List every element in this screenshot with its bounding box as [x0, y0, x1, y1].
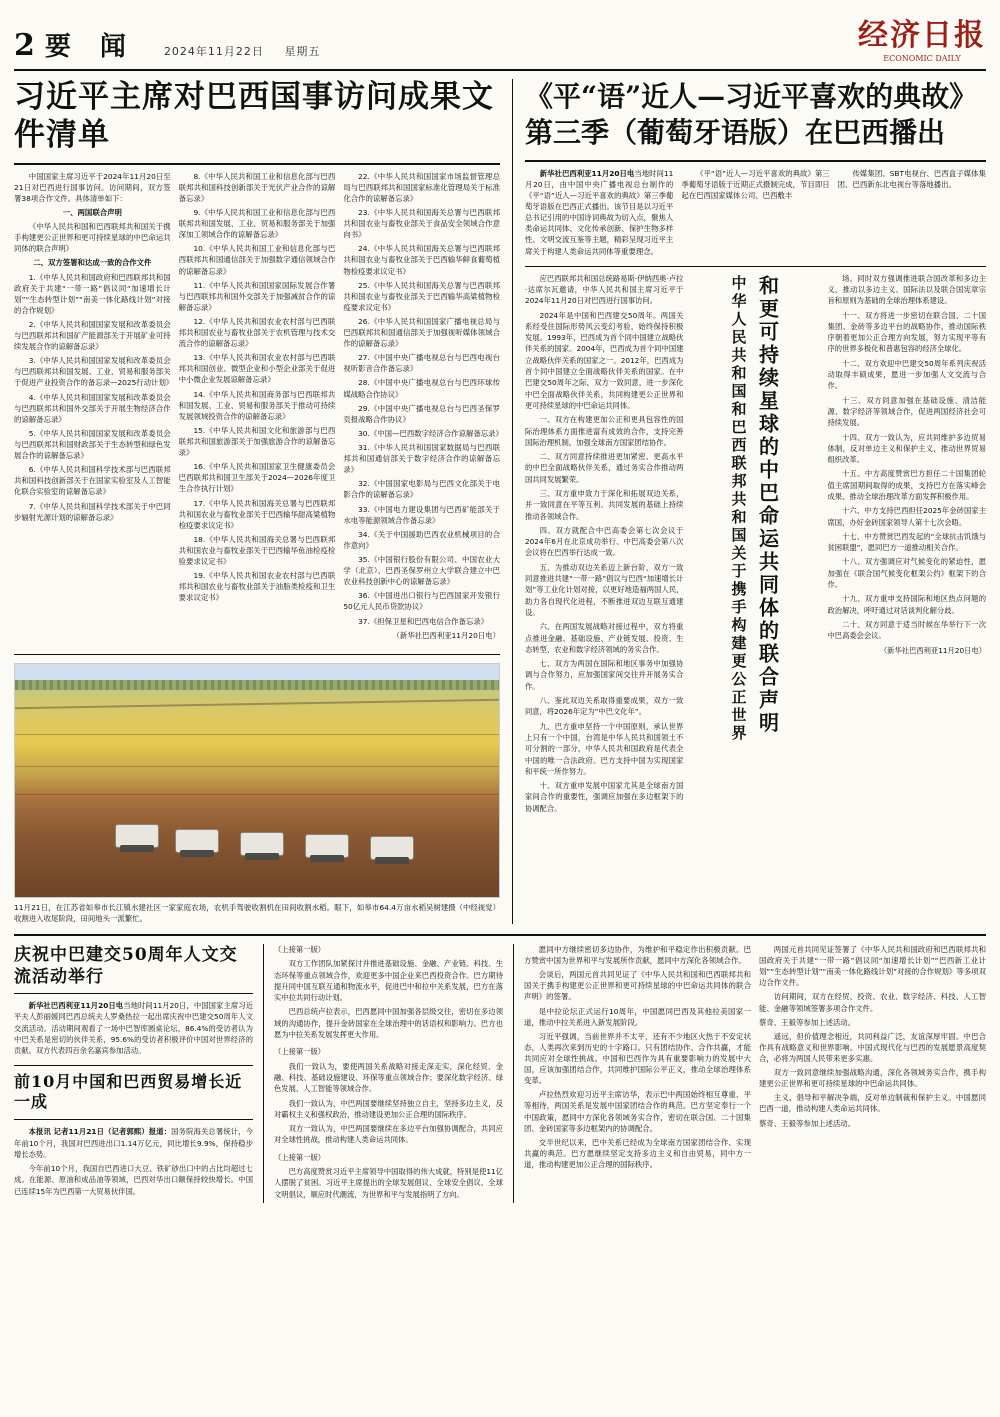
vertical-title-sub: 中华人民共和国和巴西联邦共和国关于携手构建更公正世界 — [729, 274, 748, 743]
list-item: 3.《中华人民共和国国家发展和改革委员会与巴西联邦共和国发展、工业、贸易和服务部关于促进产业投资合作的备忘录—2025行动计划》 — [14, 356, 174, 388]
list-item: 26.《中华人民共和国国家广播电视总局与巴西联邦共和国通信部关于加强视听媒体领域合作的谅解备忘录》 — [343, 316, 500, 349]
statement-paragraph: 三、双方重申致力于深化和拓展双边关系，并一致同意在平等互利、共同发展的基础上持续推动各领域合作。 — [524, 489, 684, 521]
left-section-2-title: 二、双方签署和达成一致的合作文件 — [33, 258, 152, 268]
lower-right-article — [514, 944, 986, 1203]
list-item: 31.《中华人民共和国国家数据局与巴西联邦共和国通信部关于数字经济合作的谅解备忘录》 — [343, 443, 500, 475]
list-item: 15.《中华人民共和国文化和旅游部与巴西联邦共和国旅游部关于加强旅游合作的谅解备忘录》 — [178, 425, 336, 458]
list-item: 1.《中华人民共和国政府和巴西联邦共和国政府关于共建“一带一路”倡议同“加速增长计划”“生态转型计划”“南美一体化路线计划”对接的合作规划》 — [14, 272, 171, 315]
lower-mid-paragraph: 我们一致认为，要使两国关系战略对接走深走实，深化经贸、金融、科技、基础设施建设、环保等重点领域合作；要深化数字经济、绿色发展、人工智能等领域合作。 — [274, 1061, 503, 1094]
date-text: 2024年11月22日 — [163, 45, 264, 58]
continuation-note: （上接第一版） — [274, 1047, 326, 1057]
statement-paragraph: 十、双方重申发展中国家尤其是全球南方国家间合作的重要性，强调应加强在多边框架下的协调配合。 — [524, 781, 684, 813]
statement-paragraph: 2024年是中国和巴西建交50周年。两国关系经受住国际形势风云变幻考验，始终保持积极发展。1993年，巴西成为首个同中国建立战略伙伴关系的国家。2004年，巴西成为首个同中国建立战略伙伴关系的国家之一。2012年，巴西成为首个同中国建立全面战略伙伴关系的国家。在中巴建交50周年之际，双方一致同意，进一步深化中巴全面战略伙伴关系，共同构建更公正世界和更可持续星球的中巴命运共同体。 — [524, 310, 684, 410]
statement-paragraph: 八、鉴此双边关系取得重要成果，双方一致同意，将2026年定为“中巴文化年”。 — [524, 696, 684, 717]
list-item: 27.《中国中央广播电视总台与巴西电视台视听影音合作备忘录》 — [343, 353, 500, 374]
statement-paragraph: 十二、双方欢迎中巴建交50周年系列庆祝活动取得丰硕成果，愿进一步加强人文交流与合作。 — [827, 358, 986, 391]
statement-paragraph: 十五、中方高度赞赏巴方担任二十国集团轮值主席国期间取得的成果，支持巴方在落实峰会成果、推动全球治理改革方面发挥积极作用。 — [827, 469, 986, 501]
lower-mid-article — [264, 944, 514, 1203]
left-intro: 中国国家主席习近平于2024年11月20日至21日对巴西进行国事访问。访问期间，双方签署38项合作文件。具体清单如下： — [14, 171, 171, 203]
list-item: 4.《中华人民共和国国家发展和改革委员会与巴西联邦共和国外交部关于开展生物经济合作的谅解备忘录》 — [14, 392, 171, 424]
right-intro-columns — [525, 168, 986, 260]
list-item: 35.《中国银行股份有限公司、中国农业大学（北京）、巴西圣保罗州立大学联合建立中巴农业科技创新中心的谅解备忘录》 — [343, 555, 500, 587]
right-intro-col-3 — [838, 168, 986, 260]
left-headline: 习近平主席对巴西国事访问成果文件清单 — [14, 79, 500, 165]
lower-right-paragraph: 两国元首共同见证签署了《中华人民共和国政府和巴西联邦共和国政府关于共建“一带一路”倡议同“加速增长计划”“巴西新工业计划”“生态转型计划”“南美一体化路线计划”对接的合作规划》等多项双边合作文件。 — [759, 945, 986, 988]
field-line — [15, 794, 499, 795]
statement-col-b — [827, 273, 986, 817]
statement-paragraph: 六、在两国发展战略对接过程中，双方将重点推进金融、基础设施、产业链发展、投资、生态转型、农业和数字经济领域的务实合作。 — [524, 622, 684, 654]
lower-right-columns — [524, 944, 986, 1173]
photo-caption-text: 11月21日，在江苏省如皋市长江镇水建社区一家家庭农场，农机手驾驶收割机在田间收割水稻。眼下，如皋市64.4万亩水稻收割进入收尾阶段，田间地头一派繁忙。 — [14, 902, 427, 923]
lower-left-dateline: 新华社巴西利亚11月20日电 — [28, 1001, 124, 1011]
field-line — [15, 734, 499, 735]
list-item: 22.《中华人民共和国国家市场监督管理总局与巴西联邦共和国国家标准化管理局关于标准化合作的谅解备忘录》 — [343, 171, 500, 203]
field-line — [15, 766, 499, 767]
statement-paragraph: 一、双方在构建更加公正和更具包容性的国际治理体系方面推进富有成效的合作，支持完善国际治理机制，加强全球南方国家团结协作。 — [524, 415, 684, 447]
lower-right-paragraph: 遥远，但价值理念相近，共同利益广泛，友谊深厚牢固。中巴合作具有战略意义和世界影响。中国式现代化与巴西的发展愿景高度契合，必将为两国人民带来更多实惠。 — [759, 1031, 986, 1063]
list-item: 33.《中国电力建设集团与巴西矿能部关于水电等能源领域合作备忘录》 — [343, 504, 500, 525]
statement-paragraph: 十八、双方强调应对气候变化的紧迫性，愿加强在《联合国气候变化框架公约》框架下的合作。 — [827, 557, 986, 590]
list-item: 23.《中华人民共和国海关总署与巴西联邦共和国农业与畜牧业部关于食品安全领域合作意向书》 — [343, 207, 500, 240]
right-intro-text-3: 《平“语”近人—习近平喜欢的典故》第三季葡萄牙语版于近期正式摄制完成，节目即日起在巴西国家媒体公司、巴西敷丰 — [681, 168, 830, 200]
left-body-columns — [14, 171, 503, 644]
right-article — [513, 79, 986, 924]
list-item: 2.《中华人民共和国国家发展和改革委员会与巴西联邦共和国矿产能源部关于开展矿业可持续发展合作的谅解备忘录》 — [14, 319, 171, 352]
joint-statement-block — [525, 273, 986, 817]
statement-paragraph: 十六、中方支持巴西担任2025年金砖国家主席国，办好金砖国家领导人第十七次会晤。 — [827, 506, 986, 527]
list-item: 7.《中华人民共和国科学技术部关于中巴同步辐射光源计划的谅解备忘录》 — [14, 501, 171, 522]
top-area — [14, 79, 986, 924]
statement-source: （新华社巴西利亚11月20日电） — [879, 645, 986, 655]
statement-paragraph: 五、为推动双边关系迈上新台阶，双方一致同意推进共建“一带一路”倡议与巴西“加速增长计划”等工业化计划对接，以更好地造福两国人民，助力各自现代化进程，不断推进双边互联互通建设。 — [524, 562, 684, 617]
photo-credit: 吴树建摄（中经视觉） — [426, 902, 500, 912]
lower-left-body-2 — [14, 1126, 253, 1197]
list-item: 11.《中华人民共和国国家国际发展合作署与巴西联邦共和国外交部关于加强减贫合作的谅解备忘录》 — [178, 280, 336, 312]
page-number: 2 — [14, 28, 35, 63]
statement-paragraph: 九、巴方重申坚持一个中国原则，承认世界上只有一个中国，台湾是中华人民共和国领土不可分割的一部分，中华人民共和国政府是代表全中国的唯一合法政府。巴方支持中国为实现国家和平统一所作努力。 — [524, 721, 684, 776]
right-intro-col-2 — [681, 168, 829, 260]
statement-paragraph: 七、双方为两国在国际和地区事务中加强协调与合作努力，应加强国家间交往并开展务实合作。 — [524, 659, 684, 691]
lower-section — [14, 934, 986, 1203]
harvester-icon — [370, 836, 414, 860]
harvester-icon — [115, 824, 159, 848]
statement-paragraph: 十一、双方将进一步密切在联合国、二十国集团、金砖等多边平台的战略协作，推动国际秩序朝着更加公正合理方向发展，努力实现平等有序的世界多极化和普惠包容的经济全球化。 — [827, 310, 986, 354]
lower-mid-paragraph: 双方一致认为，中巴两国要继续在多边平台加强协调配合，共同应对全球性挑战，推动构建人类命运共同体。 — [274, 1124, 503, 1145]
lower-right-paragraph: 卢拉热烈欢迎习近平主席访华，表示巴中两国始终相互尊重、平等相待，两国关系是发展中国家团结合作的典范。巴方坚定奉行一个中国政策，愿同中方深化各领域务实合作，密切在联合国、二十国集团、金砖国家等多边框架内的协调配合。 — [524, 1090, 751, 1133]
left-article — [14, 79, 513, 924]
left-col-2 — [179, 171, 336, 644]
lower-right-paragraph: 交半世纪以来，巴中关系已经成为全球南方国家团结合作、实现共赢的典范。巴方愿继续坚定支持多边主义和自由贸易，同中方一道，推动构建更加公正合理的国际秩序。 — [524, 1137, 751, 1169]
list-item: 5.《中华人民共和国国家发展和改革委员会与巴西联邦共和国财政部关于生态转型和绿色发展合作的谅解备忘录》 — [14, 428, 171, 461]
lower-mid-paragraph: 我们一致认为，中巴两国要继续坚持独立自主，坚持多边主义，反对霸权主义和强权政治，推动建设更加公正合理的国际秩序。 — [274, 1098, 503, 1119]
lower-mid-body — [274, 944, 503, 1200]
masthead — [14, 10, 986, 71]
statement-paragraph: 十三、双方同意加强在基础设施、清洁能源、数字经济等领域合作，促进两国经济社会可持续发展。 — [827, 395, 986, 428]
continuation-note: （上接第一版） — [274, 945, 326, 954]
list-item: 9.《中华人民共和国工业和信息化部与巴西联邦共和国发展、工业、贸易和服务部关于加强深加工领域合作的谅解备忘录》 — [178, 207, 336, 240]
list-item: 8.《中华人民共和国工业和信息化部与巴西联邦共和国科技创新部关于光伏产业合作的谅解备忘录》 — [178, 171, 336, 203]
list-item: 13.《中华人民共和国农业农村部与巴西联邦共和国创业、微型企业和小型企业部关于促进中小微企业发展谅解备忘录》 — [178, 353, 336, 385]
lower-mid-paragraph: 双方工作团队加紧探讨并推进基础设施、金融、产业链、科技、生态环保等重点领域合作，欢迎更多中国企业来巴西投资合作。巴方期待提升同中国互联互通和物流水平，促进巴中和拉中关系发展，巴方在落实中拉共同行动计划。 — [274, 959, 503, 1003]
lower-right-col-2 — [759, 944, 986, 1173]
statement-paragraph: 应巴西联邦共和国总统路易斯·伊纳西奥·卢拉·达席尔瓦邀请，中华人民共和国主席习近平于2024年11月20日对巴西进行国事访问。 — [524, 273, 684, 306]
statement-paragraph: 四、双方就配合中巴高委会第七次会议于2024年6月在北京成功举行、中巴高委会第八次会议将在巴西举行达成一致。 — [524, 525, 684, 558]
masthead-date — [164, 43, 337, 59]
list-item: 16.《中华人民共和国国家卫生健康委员会巴西联邦共和国卫生部关于2024—2026年度卫生合作执行计划》 — [178, 462, 336, 494]
paper-logo — [858, 10, 986, 63]
lower-right-paragraph: 会谈后，两国元首共同见证了《中华人民共和国和巴西联邦共和国关于携手构建更公正世界和更可持续星球的中巴命运共同体的联合声明》的签署。 — [524, 970, 751, 1002]
list-item: 6.《中华人民共和国科学技术部与巴西联邦共和国科技创新部关于在国家实验室及人工智能化联合实验室的谅解备忘录》 — [14, 465, 171, 497]
right-headline-line-1: 《平“语”近人—习近平喜欢的典故》 — [524, 80, 978, 113]
right-dateline: 新华社巴西利亚11月20日电 — [539, 168, 635, 178]
lower-right-attendees-2: 蔡奇、王毅等参加上述活动。 — [759, 1118, 856, 1128]
statement-paragraph: 十七、中方赞赏巴西发起的“全球抗击饥饿与贫困联盟”，愿同巴方一道推动相关合作。 — [827, 531, 986, 553]
list-item: 29.《中国中央广播电视总台与巴西圣保罗页报战略合作协议》 — [343, 403, 500, 424]
lower-left-title-2: 前10月中国和巴西贸易增长近一成 — [14, 1065, 253, 1121]
statement-paragraph: 场。同时双方强调推进联合国改革和多边主义，推动以多边主义、国际法以及联合国宪章宗旨和原则为基础的全球治理体系建设。 — [827, 273, 986, 306]
lower-mid-paragraph: 巴方高度赞赏习近平主席领导中国取得的伟大成就，特别是使11亿人摆脱了贫困。习近平主席提出的全球发展倡议、全球安全倡议、全球文明倡议，顺应时代潮流，为世界和平与发展指明了方向。 — [274, 1167, 503, 1199]
list-item: 28.《中国中央广播电视总台与巴西环球传媒战略合作协议》 — [343, 378, 500, 399]
weekday-text: 星期五 — [284, 45, 321, 58]
list-item: 14.《中华人民共和国商务部与巴西联邦共和国发展、工业、贸易和服务部关于推动可持续发展领域投资合作的谅解备忘录》 — [178, 389, 336, 421]
lower-right-paragraph: 愿同中方继续密切多边协作，为维护和平稳定作出积极贡献。巴方赞赏中国为世界和平与发展所作贡献，愿同中方深化各领域合作。 — [524, 945, 751, 966]
masthead-left — [14, 26, 336, 63]
road-decoration — [15, 699, 499, 709]
paper-subtitle: ECONOMIC DAILY — [883, 54, 961, 63]
continuation-note: （上接第一版） — [274, 1152, 326, 1162]
vertical-title-main: 和更可持续星球的中巴命运共同体的联合声明 — [755, 274, 780, 735]
treeline-decoration — [15, 680, 499, 690]
left-section-1-title: 一、两国联合声明 — [62, 207, 122, 217]
vertical-title-block — [691, 273, 819, 817]
lower-left-text-3: 今年前10个月，我国自巴西进口大豆、铁矿砂出口中的占比均超过七成。在能源、原油和成品油等领域，巴西对华出口额保持较快增长。中国已连续15年为巴西第一大贸易伙伴国。 — [14, 1164, 253, 1196]
harvester-icon — [175, 829, 219, 853]
statement-paragraph: 十四、双方一致认为，应共同维护多边贸易体制，反对单边主义和保护主义，推动世界贸易组织改革。 — [827, 432, 986, 465]
lower-left-text: 当地时间11月20日，中国国家主席习近平夫人彭丽媛同巴西总统夫人罗桑热拉一起出席庆祝中巴建交50周年人文交流活动。活动期间观看了一场中巴智库圆桌论坛，86.4%的受访者认为中巴关系是密切的伙伴关系，95.6%的受访者积极评价中国对世界经济的贡献。双方代表四百余名嘉宾参加活动。 — [14, 1001, 253, 1056]
photo-harvest-field — [14, 663, 500, 898]
lower-right-paragraph: 习近平强调，当前世界并不太平，还有不少地区火热于不安定状态，人类再次来到历史的十字路口。只有团结协作、合作共赢，才能共同应对全球性挑战。中国和巴西作为具有重要影响力的发展中大国，应该加强团结合作，共同维护国际公平正义，推动全球治理体系变革。 — [524, 1031, 751, 1086]
photo-block — [14, 654, 500, 924]
harvester-icon — [240, 832, 284, 856]
list-item: 12.《中华人民共和国农业农村部与巴西联邦共和国农业与畜牧业部关于农机管理与技术交流合作的谅解备忘录》 — [178, 316, 336, 349]
lower-right-paragraph: 访问期间，双方在经贸、投资、农业、数字经济、科技、人工智能、金融等领域签署多项合作文件。 — [759, 992, 986, 1013]
paper-name: 经济日报 — [858, 18, 986, 53]
lower-left-body — [14, 1000, 253, 1056]
list-item: 34.《关于中国援助巴西农业机械项目的合作意向》 — [343, 529, 500, 550]
list-item: 17.《中华人民共和国海关总署与巴西联邦共和国农业与畜牧业部关于巴西输华甜高粱植物检疫要求议定书》 — [178, 498, 336, 530]
lower-left-lead-2: 本报讯 记者11月21日（记者郭熙）报道： — [28, 1127, 172, 1137]
list-item: 18.《中华人民共和国海关总署与巴西联邦共和国农业与畜牧业部关于巴西输华鱼油检疫检验要求议定书》 — [178, 534, 336, 567]
lower-left-title: 庆祝中巴建交50周年人文交流活动举行 — [14, 944, 253, 994]
lower-right-paragraph: 是中拉论坛正式运行10周年，中国愿同巴西及其他拉美国家一道，推动中拉关系进入新发展阶段。 — [524, 1006, 751, 1027]
list-item: 32.《中国国家电影局与巴西文化部关于电影合作的谅解备忘录》 — [343, 479, 500, 500]
lower-mid-paragraph: 巴西总统卢拉表示，巴西愿同中国加强各层级交往，密切在多边领域的沟通协作，提升金砖国家在全球治理中的话语权和影响力。巴方也愿为中拉关系发展发挥更大作用。 — [274, 1007, 503, 1040]
list-item: 24.《中华人民共和国海关总署与巴西联邦共和国农业与畜牧业部关于巴西输华鲜食葡萄植物检疫要求议定书》 — [343, 244, 500, 276]
list-item: 19.《中华人民共和国农业农村部与巴西联邦共和国农业与畜牧业部关于油脂类检疫和卫生要求议定书》 — [178, 571, 336, 603]
photo-caption — [14, 902, 500, 924]
statement-col-a — [525, 273, 684, 817]
lower-right-paragraph: 主义，倡导和平解决争端，反对单边制裁和保护主义。中国愿同巴西一道，推动构建人类命运共同体。 — [759, 1093, 986, 1114]
right-headline — [525, 79, 986, 162]
list-item: 10.《中华人民共和国工业和信息化部与巴西联邦共和国通信部关于加强数字通信领域合作的谅解备忘录》 — [178, 244, 336, 276]
left-source: （新华社巴西利亚11月20日电） — [392, 630, 500, 640]
list-item: 37.《担保卫星和巴西电信合作备忘录》 — [358, 616, 489, 626]
right-headline-line-2: 第三季（葡萄牙语版）在巴西播出 — [524, 116, 945, 150]
statement-paragraph: 二、双方同意持续推进更加紧密、更高水平的中巴全面战略伙伴关系，通过务实合作推动两国共同发展繁荣。 — [524, 452, 684, 484]
left-section-1-text: 《中华人民共和国和巴西联邦共和国关于携手构建更公正世界和更可持续星球的中巴命运共同体的联合声明》 — [14, 222, 171, 254]
lower-right-attendees: 蔡奇、王毅等参加上述活动。 — [759, 1017, 856, 1027]
right-intro-text-1: 当地时间11月20日，由中国中央广播电视总台制作的《平“语”近人—习近平喜欢的典故》第三季葡萄牙语版在巴西正式播出。该节目是以习近平总书记引用的中国诗词典故为切入点，聚焦人类命运共同体、文化传承创新、保护生物多样性、文明交流互鉴等主题，精彩呈现习近平主席关于构建人类命运共同体等重要理念。 — [524, 168, 674, 256]
lower-right-paragraph: 双方一致同意继续加强战略沟通，深化各领域务实合作，携手构建更公正世界和更可持续星球的中巴命运共同体。 — [759, 1068, 986, 1089]
list-item: 30.《中国—巴西数字经济合作谅解备忘录》 — [358, 428, 503, 438]
lower-left-article — [14, 944, 264, 1203]
list-item: 36.《中国进出口银行与巴西国家开发银行50亿元人民币贷款协议》 — [343, 591, 500, 612]
section-name: 要 闻 — [44, 32, 136, 62]
lower-left-text-2: 国务院海关总署统计，今年前10个月，我国对巴西进出口1.14万亿元，同比增长9.9%，保持稳步增长态势。 — [14, 1127, 253, 1159]
harvester-icon — [305, 834, 349, 858]
statement-paragraph: 二十、双方同意于适当时候在华举行下一次中巴高委会会议。 — [827, 619, 986, 641]
right-intro-text-2: 传媒集团、SBT电视台、巴西盒子媒体集团、巴西新东北电视台等落地播出。 — [837, 168, 986, 189]
divider — [525, 266, 986, 267]
list-item: 25.《中华人民共和国海关总署与巴西联邦共和国农业与畜牧业部关于巴西输华高粱植物检疫要求议定书》 — [343, 280, 500, 312]
left-col-3 — [343, 171, 503, 644]
statement-paragraph: 十九、双方重申支持国际和地区热点问题的政治解决，呼吁通过对话谈判化解分歧。 — [827, 594, 986, 615]
left-col-1 — [14, 171, 174, 644]
right-intro-col-1 — [525, 168, 673, 260]
lower-right-col-1 — [524, 944, 751, 1173]
